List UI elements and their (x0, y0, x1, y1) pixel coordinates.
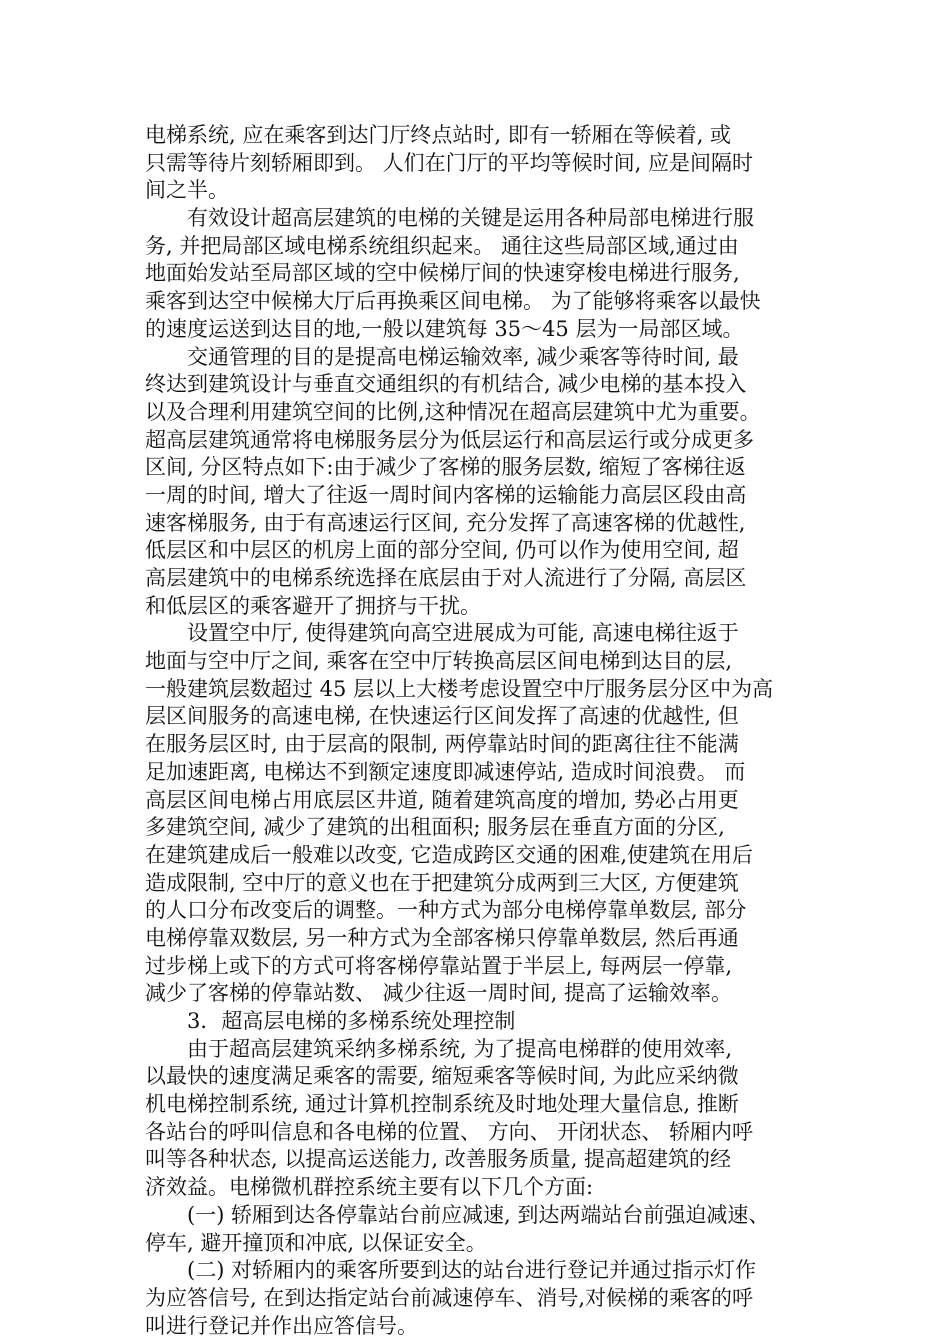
text-line: 济效益。电梯微机群控系统主要有以下几个方面: (145, 1175, 594, 1200)
text-line: 电梯停靠双数层, 另一种方式为全部客梯只停靠单数层, 然后再通 (145, 925, 739, 950)
text-line: 一般建筑层数超过 45 层以上大楼考虑设置空中厅服务层分区中为高 (145, 676, 774, 701)
text-line: 只需等待片刻轿厢即到。 人们在门厅的平均等候时间, 应是间隔时 (145, 150, 754, 175)
text-line: 终达到建筑设计与垂直交通组织的有机结合, 减少电梯的基本投入 (145, 372, 747, 397)
text-line: 叫等各种状态, 以提高运送能力, 改善服务质量, 提高超建筑的经 (145, 1147, 732, 1172)
text-line: 地面与空中厅之间, 乘客在空中厅转换高层区间电梯到达目的层, (145, 649, 733, 674)
section-heading: 3．超高层电梯的多梯系统处理控制 (187, 1009, 516, 1033)
list-item-line: (二) 对轿厢内的乘客所要到达的站台进行登记并通过指示灯作 (187, 1258, 757, 1283)
body-text (145, 122, 825, 1340)
text-line: 造成限制, 空中厅的意义也在于把建筑分成两到三大区, 方便建筑 (145, 870, 739, 895)
text-line: 在服务层区时, 由于层高的限制, 两停靠站时间的距离往往不能满 (145, 732, 739, 757)
text-line: 和低层区的乘客避开了拥挤与干扰。 (145, 593, 481, 618)
text-line: 以及合理利用建筑空间的比例,这种情况在超高层建筑中尤为重要。 (145, 399, 761, 424)
text-line: 各站台的呼叫信息和各电梯的位置、 方向、 开闭状态、 轿厢内呼 (145, 1119, 754, 1144)
text-line: 低层区和中层区的机房上面的部分空间, 仍可以作为使用空间, 超 (145, 538, 739, 563)
text-line: 以最快的速度满足乘客的需要, 缩短乘客等候时间, 为此应采纳微 (145, 1064, 739, 1089)
paragraph-start-line: 交通管理的目的是提高电梯运输效率, 减少乘客等待时间, 最 (187, 344, 739, 369)
paragraph-start-line: 由于超高层建筑采纳多梯系统, 为了提高电梯群的使用效率, (187, 1036, 733, 1061)
text-line: 的速度运送到达目的地,一般以建筑每 35～45 层为一局部区域。 (145, 316, 744, 341)
text-line: 的人口分布改变后的调整。一种方式为部分电梯停靠单数层, 部分 (145, 898, 747, 923)
text-line: 一周的时间, 增大了往返一周时间内客梯的运输能力高层区段由高 (145, 482, 747, 507)
text-line: 超高层建筑通常将电梯服务层分为低层运行和高层运行或分成更多 (145, 427, 754, 452)
text-line: 间之半。 (145, 178, 229, 203)
text-line: 高层建筑中的电梯系统选择在底层由于对人流进行了分隔, 高层区 (145, 566, 747, 590)
text-line: 足加速距离, 电梯达不到额定速度即减速停站, 造成时间浪费。 而 (145, 759, 746, 784)
paragraph-start-line: 设置空中厅, 使得建筑向高空进展成为可能, 高速电梯往返于 (187, 621, 739, 646)
text-line: 地面始发站至局部区域的空中候梯厅间的快速穿梭电梯进行服务, (145, 261, 740, 286)
text-line: 过步梯上或下的方式可将客梯停靠站置于半层上, 每两层一停靠, (145, 953, 733, 978)
text-line: 减少了客梯的停靠站数、 减少往返一周时间, 提高了运输效率。 (145, 981, 733, 1006)
text-line: 叫进行登记并作出应答信号。 (145, 1313, 418, 1338)
paragraph-start-line: 有效设计超高层建筑的电梯的关键是运用各种局部电梯进行服 (187, 206, 754, 231)
text-line: 高层区间电梯占用底层区井道, 随着建筑高度的增加, 势必占用更 (145, 787, 739, 812)
text-line: 多建筑空间, 减少了建筑的出租面积; 服务层在垂直方面的分区, (145, 815, 725, 840)
text-line: 电梯系统, 应在乘客到达门厅终点站时, 即有一轿厢在等候着, 或 (145, 123, 732, 147)
text-line: 层区间服务的高速电梯, 在快速运行区间发挥了高速的优越性, 但 (145, 704, 739, 729)
text-line: 为应答信号, 在到达指定站台前减速停车、消号,对候梯的乘客的呼 (145, 1285, 754, 1310)
text-line: 务, 并把局部区域电梯系统组织起来。 通往这些局部区域,通过由 (145, 233, 739, 258)
text-line: 乘客到达空中候梯大厅后再换乘区间电梯。 为了能够将乘客以最快 (145, 289, 761, 314)
text-line: 速客梯服务, 由于有高速运行区间, 充分发挥了高速客梯的优越性, (145, 510, 746, 535)
text-line: 区间, 分区特点如下:由于减少了客梯的服务层数, 缩短了客梯往返 (145, 455, 746, 480)
text-line: 停车, 避开撞顶和冲底, 以保证安全。 (145, 1230, 487, 1255)
text-line: 机电梯控制系统, 通过计算机控制系统及时地处理大量信息, 推断 (145, 1092, 739, 1117)
list-item-line: (一) 轿厢到达各停靠站台前应减速, 到达两端站台前强迫减速、 (187, 1202, 770, 1227)
text-line: 在建筑建成后一般难以改变, 它造成跨区交通的困难,使建筑在用后 (145, 842, 754, 867)
